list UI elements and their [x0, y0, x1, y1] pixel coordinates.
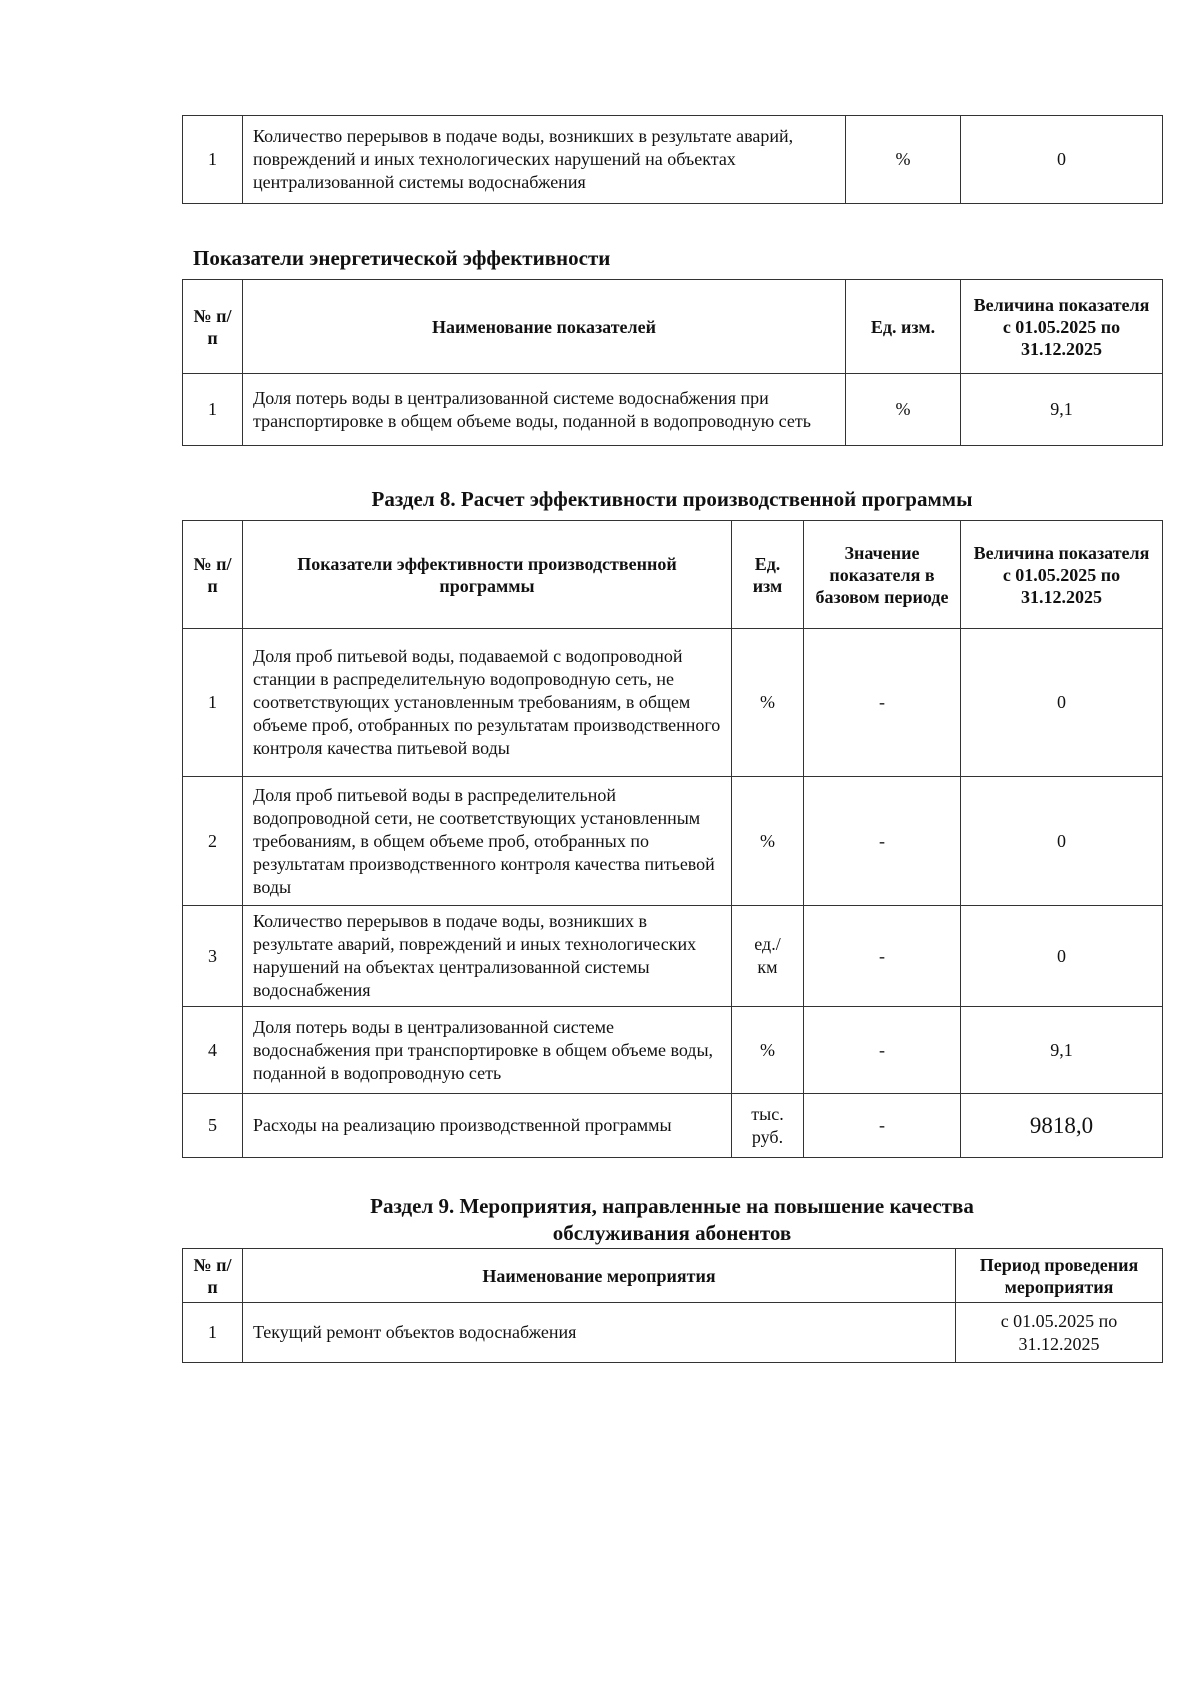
indicator-value: 0 [961, 777, 1163, 906]
table-header-row [183, 1249, 1163, 1303]
table-row [183, 1303, 1163, 1363]
indicator-base-value: - [804, 629, 961, 777]
water-interruptions-table [182, 115, 1163, 204]
indicator-value: 9818,0 [961, 1094, 1163, 1158]
section-9-heading [182, 1193, 1162, 1247]
table-header-row [183, 280, 1163, 374]
indicator-name: Доля проб питьевой воды в распределительной водопроводной сети, не соответствующих установленным требованиям, в общем объеме проб, отобранных по результатам производственного контроля качества питьевой воды [243, 777, 732, 906]
table-row [183, 906, 1163, 1007]
column-header-value: Величина показателя с 01.05.2025 по 31.12.2025 [961, 521, 1163, 629]
energy-efficiency-heading: Показатели энергетической эффективности [193, 246, 611, 270]
table-row [183, 629, 1163, 777]
indicator-name: Расходы на реализацию производственной программы [243, 1094, 732, 1158]
indicator-base-value: - [804, 1094, 961, 1158]
table-row [183, 777, 1163, 906]
program-efficiency-table [182, 520, 1163, 1158]
measure-name: Текущий ремонт объектов водоснабжения [243, 1303, 956, 1363]
indicator-name: Доля проб питьевой воды, подаваемой с водопроводной станции в распределительную водопроводную сеть, не соответствующих установленным требованиям, в общем объеме проб, отобранных по результатам производственного контроля качества питьевой воды [243, 629, 732, 777]
row-number: 1 [183, 374, 243, 446]
indicator-value: 9,1 [961, 1007, 1163, 1094]
column-header-unit: Ед. изм [732, 521, 804, 629]
indicator-unit: ед./ км [732, 906, 804, 1007]
row-number: 1 [183, 116, 243, 204]
indicator-value: 9,1 [961, 374, 1163, 446]
indicator-value: 0 [961, 629, 1163, 777]
indicator-value: 0 [961, 116, 1163, 204]
section-9-heading-line-2: обслуживания абонентов [552, 1221, 792, 1245]
table-row [183, 374, 1163, 446]
energy-efficiency-table [182, 279, 1163, 446]
indicator-name: Доля потерь воды в централизованной системе водоснабжения при транспортировке в общем объеме воды, поданной в водопроводную сеть [243, 374, 846, 446]
measure-period: с 01.05.2025 по 31.12.2025 [956, 1303, 1163, 1363]
table-header-row [183, 521, 1163, 629]
row-number: 3 [183, 906, 243, 1007]
table-row [183, 1094, 1163, 1158]
indicator-base-value: - [804, 906, 961, 1007]
indicator-base-value: - [804, 1007, 961, 1094]
indicator-unit: % [732, 629, 804, 777]
indicator-unit: тыс. руб. [732, 1094, 804, 1158]
section-8-heading: Раздел 8. Расчет эффективности производственной программы [371, 487, 973, 511]
table-row [183, 116, 1163, 204]
column-header-number: № п/п [183, 521, 243, 629]
column-header-number: № п/п [183, 1249, 243, 1303]
table-row [183, 1007, 1163, 1094]
section-9-heading-line-1: Раздел 9. Мероприятия, направленные на повышение качества [370, 1194, 974, 1218]
indicator-unit: % [732, 777, 804, 906]
service-quality-measures-table [182, 1248, 1163, 1363]
row-number: 1 [183, 1303, 243, 1363]
indicator-unit: % [732, 1007, 804, 1094]
indicator-value: 0 [961, 906, 1163, 1007]
row-number: 4 [183, 1007, 243, 1094]
indicator-name: Количество перерывов в подаче воды, возникших в результате аварий, повреждений и иных технологических нарушений на объектах централизованной системы водоснабжения [243, 116, 846, 204]
column-header-name: Наименование показателей [243, 280, 846, 374]
column-header-period: Период проведения мероприятия [956, 1249, 1163, 1303]
indicator-unit: % [846, 116, 961, 204]
column-header-base-value: Значение показателя в базовом периоде [804, 521, 961, 629]
row-number: 2 [183, 777, 243, 906]
column-header-number: № п/п [183, 280, 243, 374]
column-header-name: Показатели эффективности производственной программы [243, 521, 732, 629]
indicator-unit: % [846, 374, 961, 446]
indicator-base-value: - [804, 777, 961, 906]
column-header-value: Величина показателя с 01.05.2025 по 31.12.2025 [961, 280, 1163, 374]
column-header-name: Наименование мероприятия [243, 1249, 956, 1303]
indicator-name: Доля потерь воды в централизованной системе водоснабжения при транспортировке в общем объеме воды, поданной в водопроводную сеть [243, 1007, 732, 1094]
row-number: 1 [183, 629, 243, 777]
column-header-unit: Ед. изм. [846, 280, 961, 374]
row-number: 5 [183, 1094, 243, 1158]
indicator-name: Количество перерывов в подаче воды, возникших в результате аварий, повреждений и иных технологических нарушений на объектах централизованной системы водоснабжения [243, 906, 732, 1007]
